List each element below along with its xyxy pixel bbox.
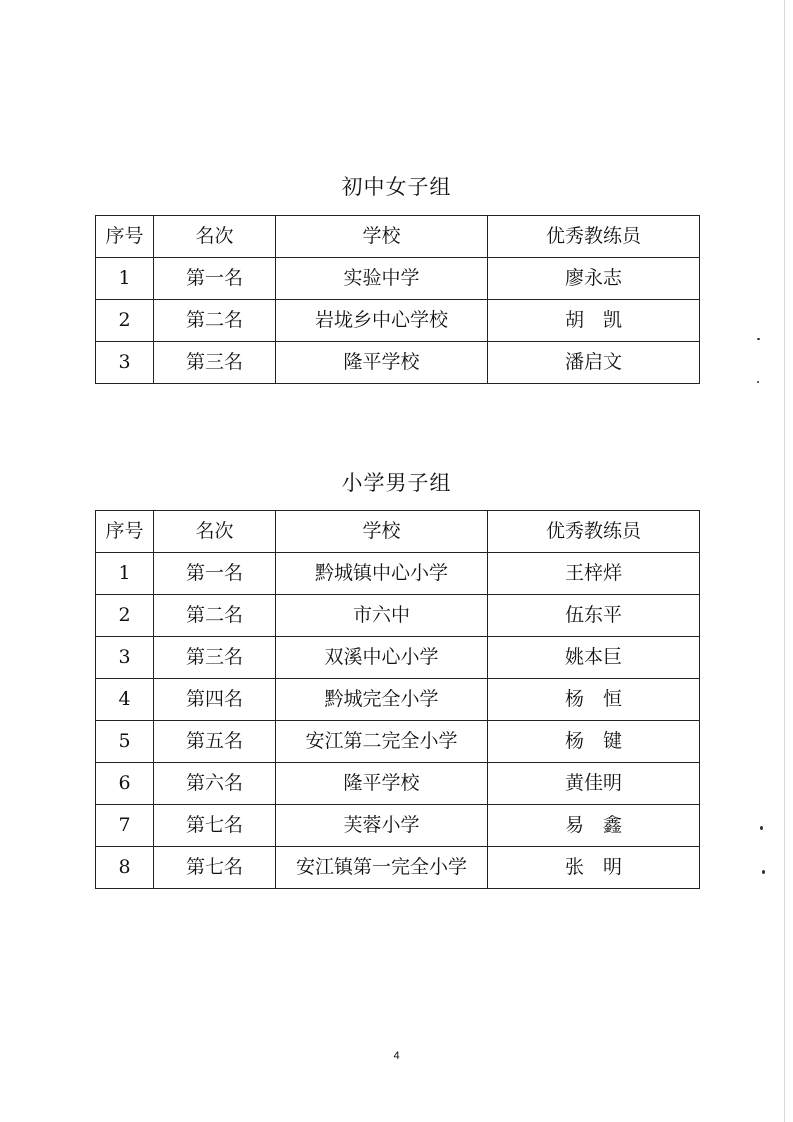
cell-rank: 第二名 [154, 300, 276, 342]
section-title-junior-girls: 初中女子组 [341, 175, 452, 199]
scan-speck [757, 381, 759, 383]
header-school: 学校 [276, 216, 488, 258]
header-rank: 名次 [154, 216, 276, 258]
scan-speck [762, 870, 765, 874]
cell-school: 双溪中心小学 [276, 637, 488, 679]
cell-rank: 第三名 [154, 637, 276, 679]
cell-school: 安江镇第一完全小学 [276, 847, 488, 889]
cell-no: 3 [96, 637, 154, 679]
cell-school: 隆平学校 [276, 763, 488, 805]
cell-no: 1 [96, 258, 154, 300]
header-school: 学校 [276, 511, 488, 553]
cell-school: 黔城镇中心小学 [276, 553, 488, 595]
cell-no: 3 [96, 342, 154, 384]
cell-coach: 廖永志 [488, 258, 700, 300]
cell-no: 4 [96, 679, 154, 721]
cell-coach: 胡 凯 [488, 300, 700, 342]
cell-rank: 第一名 [154, 258, 276, 300]
cell-coach: 杨 恒 [488, 679, 700, 721]
table-row [96, 847, 700, 889]
cell-rank: 第五名 [154, 721, 276, 763]
cell-no: 2 [96, 595, 154, 637]
page-edge [784, 0, 785, 1122]
cell-no: 8 [96, 847, 154, 889]
cell-coach: 黄佳明 [488, 763, 700, 805]
cell-no: 5 [96, 721, 154, 763]
cell-rank: 第二名 [154, 595, 276, 637]
cell-rank: 第六名 [154, 763, 276, 805]
cell-school: 实验中学 [276, 258, 488, 300]
cell-rank: 第三名 [154, 342, 276, 384]
cell-school: 安江第二完全小学 [276, 721, 488, 763]
table-header-row [96, 216, 700, 258]
header-no: 序号 [96, 216, 154, 258]
page-number: 4 [393, 1050, 400, 1062]
table-row [96, 300, 700, 342]
cell-no: 7 [96, 805, 154, 847]
header-rank: 名次 [154, 511, 276, 553]
header-coach: 优秀教练员 [488, 511, 700, 553]
cell-rank: 第四名 [154, 679, 276, 721]
cell-school: 芙蓉小学 [276, 805, 488, 847]
table-header-row [96, 511, 700, 553]
table-row [96, 637, 700, 679]
table-row [96, 258, 700, 300]
header-coach: 优秀教练员 [488, 216, 700, 258]
cell-school: 黔城完全小学 [276, 679, 488, 721]
cell-coach: 易 鑫 [488, 805, 700, 847]
cell-coach: 王梓烊 [488, 553, 700, 595]
cell-rank: 第一名 [154, 553, 276, 595]
cell-coach: 张 明 [488, 847, 700, 889]
junior-girls-table [95, 215, 700, 384]
table-row [96, 721, 700, 763]
cell-no: 2 [96, 300, 154, 342]
cell-coach: 姚本巨 [488, 637, 700, 679]
section-title-primary-boys: 小学男子组 [341, 471, 452, 495]
table-row [96, 553, 700, 595]
cell-no: 6 [96, 763, 154, 805]
primary-boys-table [95, 510, 700, 889]
cell-rank: 第七名 [154, 805, 276, 847]
cell-school: 市六中 [276, 595, 488, 637]
cell-coach: 潘启文 [488, 342, 700, 384]
cell-coach: 杨 键 [488, 721, 700, 763]
cell-school: 岩垅乡中心学校 [276, 300, 488, 342]
scan-speck [760, 826, 763, 830]
cell-no: 1 [96, 553, 154, 595]
cell-coach: 伍东平 [488, 595, 700, 637]
scan-speck [757, 338, 760, 340]
table-row [96, 342, 700, 384]
header-no: 序号 [96, 511, 154, 553]
table-row [96, 595, 700, 637]
table-row [96, 805, 700, 847]
table-row [96, 763, 700, 805]
cell-school: 隆平学校 [276, 342, 488, 384]
table-row [96, 679, 700, 721]
cell-rank: 第七名 [154, 847, 276, 889]
